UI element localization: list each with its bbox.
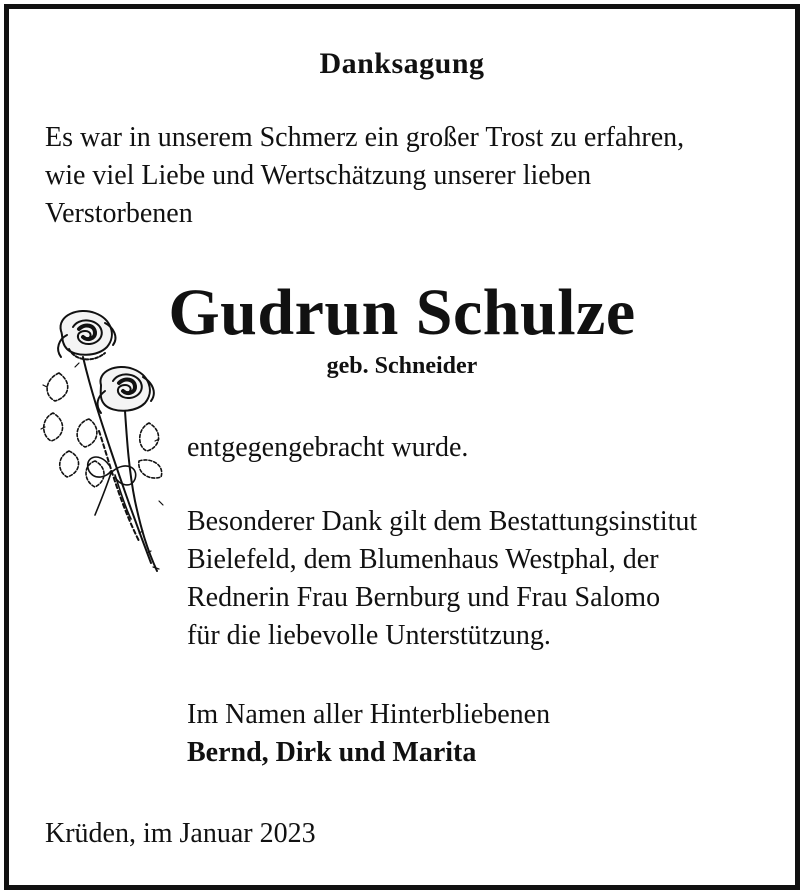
thanks-line: Bielefeld, dem Blumenhaus Westphal, der [187, 544, 659, 575]
signature-block [187, 696, 550, 772]
thanks-paragraph [187, 503, 697, 655]
intro-line: Verstorbenen [45, 198, 193, 229]
intro-line: Es war in unserem Schmerz ein großer Trost zu erfahren, [45, 122, 685, 153]
maiden-name: geb. Schneider [326, 353, 478, 379]
roses-illustration-icon [39, 301, 169, 577]
thanks-line: Rednerin Frau Bernburg und Frau Salomo [187, 582, 661, 613]
signers-names: Bernd, Dirk und Marita [187, 737, 477, 768]
thanks-line: für die liebevolle Unterstützung. [187, 620, 551, 651]
intro-paragraph [45, 119, 775, 233]
notice-title: Danksagung [319, 47, 485, 80]
continuation-text [187, 429, 468, 467]
place-date: Krüden, im Januar 2023 [45, 818, 316, 849]
intro-line: wie viel Liebe und Wertschätzung unserer lieben [45, 160, 592, 191]
thanks-line: Besonderer Dank gilt dem Bestattungsinstitut [187, 506, 698, 537]
continuation-line: entgegengebracht wurde. [187, 432, 469, 463]
deceased-name: Gudrun Schulze [168, 276, 636, 349]
on-behalf-line: Im Namen aller Hinterbliebenen [187, 699, 551, 730]
obituary-notice [4, 4, 800, 890]
